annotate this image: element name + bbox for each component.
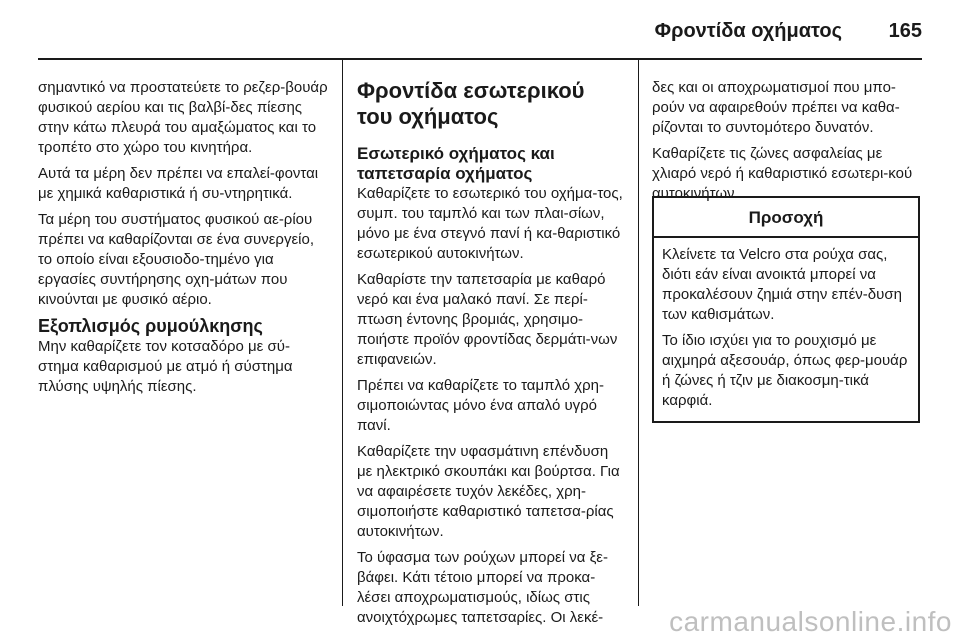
running-title: Φροντίδα οχήματος bbox=[654, 20, 842, 42]
watermark: carmanualsonline.info bbox=[669, 606, 952, 637]
column-3 bbox=[652, 78, 920, 210]
subheading-interior-upholstery: Εσωτερικό οχήματος και ταπετσαρία οχήματος bbox=[357, 144, 555, 183]
caution-box bbox=[652, 196, 920, 423]
paragraph: Καθαρίζετε το εσωτερικό του οχήμα-τος, συμπ. του ταμπλό και των πλαι-σίων, μόνο με ένα στεγνό πανί ή κα-θαριστικό εσωτερικού αυτοκινήτων. bbox=[357, 185, 623, 262]
paragraph: Αυτά τα μέρη δεν πρέπει να επαλεί-φονται με χημικά καθαριστικά ή συ-ντηρητικά. bbox=[38, 165, 319, 202]
section-heading-interior-care: Φροντίδα εσωτερικού του οχήματος bbox=[357, 78, 585, 129]
page-header bbox=[0, 0, 960, 60]
paragraph: Καθαρίστε την ταπετσαρία με καθαρό νερό και ένα μαλακό πανί. Σε περί-πτωση έντονης βρομιάς, χρησιμο-ποιήστε προϊόν φροντίδας δερμάτι-νων επιφανειών. bbox=[357, 271, 618, 368]
paragraph: Τα μέρη του συστήματος φυσικού αε-ρίου πρέπει να καθαρίζονται σε ένα συνεργείο, το οποίο είναι εξουσιοδο-τημένο για εργασίες συντήρησης οχη-μάτων που κινούνται με φυσικό αέριο. bbox=[38, 211, 314, 308]
column-1 bbox=[38, 78, 328, 403]
column-divider-2 bbox=[638, 58, 639, 606]
paragraph: Καθαρίζετε την υφασμάτινη επένδυση με ηλεκτρικό σκουπάκι και βούρτσα. Για να αφαιρέσετε τυχόν λεκέδες, χρη-σιμοποιήστε καθαριστικό ταπετσα-ρίας αυτοκινήτων. bbox=[357, 443, 620, 540]
paragraph: Καθαρίζετε τις ζώνες ασφαλείας με χλιαρό νερό ή καθαριστικό εσωτερι-κού αυτοκινήτων. bbox=[652, 145, 913, 202]
caution-title: Προσοχή bbox=[654, 198, 918, 238]
paragraph: Το ύφασμα των ρούχων μπορεί να ξε-βάφει. Κάτι τέτοιο μπορεί να προκα-λέσει αποχρωματισμούς, ιδίως στις ανοιχτόχρωμες ταπετσαρίες. Οι λεκέ- bbox=[357, 549, 608, 626]
caution-paragraph: Το ίδιο ισχύει για το ρουχισμό με αιχμηρά αξεσουάρ, όπως φερ-μουάρ ή ζώνες ή τζιν με διακοσμη-τικά καρφιά. bbox=[662, 332, 908, 409]
paragraph: Πρέπει να καθαρίζετε το ταμπλό χρη-σιμοποιώντας μόνο ένα απαλό υγρό πανί. bbox=[357, 377, 605, 434]
column-2 bbox=[357, 78, 624, 634]
page-number: 165 bbox=[888, 20, 922, 42]
caution-paragraph: Κλείνετε τα Velcro στα ρούχα σας, διότι εάν είναι ανοικτά μπορεί να προκαλέσουν ζημιά στην επέν-δυση των καθισμάτων. bbox=[662, 246, 902, 323]
column-divider-1 bbox=[342, 58, 343, 606]
paragraph: σημαντικό να προστατεύετε το ρεζερ-βουάρ φυσικού αερίου και τις βαλβί-δες πίεσης στην κάτω πλευρά του αμαξώματος και το τροπέτο στο χώρο του κινητήρα. bbox=[38, 79, 328, 156]
header-rule bbox=[38, 58, 922, 60]
subheading-towing-equipment: Εξοπλισμός ρυμούλκησης bbox=[38, 316, 263, 336]
paragraph: δες και οι αποχρωματισμοί που μπο-ρούν να αφαιρεθούν πρέπει να καθα-ρίζονται το συντομότερο δυνατόν. bbox=[652, 79, 900, 136]
caution-body bbox=[654, 238, 918, 421]
paragraph: Μην καθαρίζετε τον κοτσαδόρο με σύ-στημα καθαρισμού με ατμό ή σύστημα πλύσης υψηλής πίεσης. bbox=[38, 338, 293, 395]
